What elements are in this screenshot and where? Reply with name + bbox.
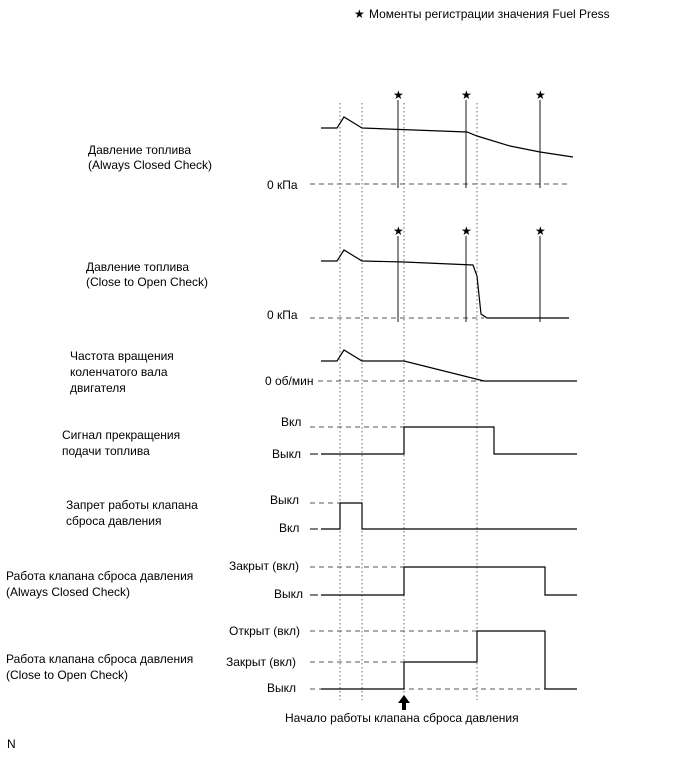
graph7-signal (321, 631, 577, 689)
start-arrow-icon (398, 695, 410, 710)
graph1-star-icon-1: ★ (393, 88, 404, 102)
graph3-zero-label: 0 об/мин (265, 374, 314, 388)
graph-relief-valve-prohibition (66, 493, 577, 535)
graph5-signal (321, 503, 577, 529)
graph3-label-line2: коленчатого вала (70, 365, 168, 379)
graph6-signal (321, 567, 577, 595)
graph7-top-label: Открыт (вкл) (229, 624, 300, 638)
graph7-low-label: Выкл (267, 681, 297, 695)
graph3-label-line3: двигателя (70, 381, 126, 395)
graph2-star-icon-1: ★ (393, 224, 404, 238)
corner-mark: N (7, 737, 16, 751)
graph5-label-line1: Запрет работы клапана (66, 498, 198, 512)
graph2-label-line1: Давление топлива (86, 260, 190, 274)
timing-markers (340, 103, 477, 700)
graph2-label-line2: (Close to Open Check) (86, 275, 209, 289)
graph2-star-icon-2: ★ (461, 224, 472, 238)
graph-engine-speed (70, 349, 577, 395)
graph1-label-line2: (Always Closed Check) (88, 158, 213, 172)
graph2-signal (321, 250, 569, 318)
graph2-star-icon-3: ★ (535, 224, 546, 238)
graph4-low-label: Выкл (272, 447, 302, 461)
graph4-label-line2: подачи топлива (62, 444, 150, 458)
graph4-label-line1: Сигнал прекращения (62, 428, 181, 442)
graph7-mid-label: Закрыт (вкл) (226, 655, 297, 669)
start-caption: Начало работы клапана сброса давления (285, 711, 519, 725)
graph1-label-line1: Давление топлива (88, 143, 192, 157)
graph-fuel-pressure-close-to-open (86, 224, 569, 322)
graph1-zero-label: 0 кПа (267, 178, 298, 192)
graph7-label-line1: Работа клапана сброса давления (6, 652, 194, 666)
graph-relief-valve-close-to-open (6, 624, 580, 695)
graph4-signal (321, 427, 577, 454)
graph5-high-label: Выкл (270, 493, 300, 507)
graph6-high-label: Закрыт (вкл) (229, 559, 300, 573)
graph6-low-label: Выкл (274, 587, 304, 601)
graph2-zero-label: 0 кПа (267, 308, 298, 322)
graph-fuel-cut-signal (62, 415, 577, 461)
graph4-high-label: Вкл (281, 415, 302, 429)
graph-fuel-pressure-always-closed (88, 88, 573, 192)
graph3-signal (321, 350, 577, 381)
graph-relief-valve-always-closed (6, 559, 577, 601)
legend-text: Моменты регистрации значения Fuel Press (369, 7, 610, 21)
graph1-signal (321, 117, 573, 157)
graph1-star-icon-2: ★ (461, 88, 472, 102)
graph7-label-line2: (Close to Open Check) (6, 668, 129, 682)
graph5-low-label: Вкл (279, 521, 300, 535)
graph5-label-line2: сброса давления (66, 514, 162, 528)
graph6-label-line1: Работа клапана сброса давления (6, 569, 194, 583)
graph3-label-line1: Частота вращения (70, 349, 174, 363)
graph1-star-icon-3: ★ (535, 88, 546, 102)
graph6-label-line2: (Always Closed Check) (6, 585, 131, 599)
legend-star-icon: ★ (354, 7, 365, 21)
